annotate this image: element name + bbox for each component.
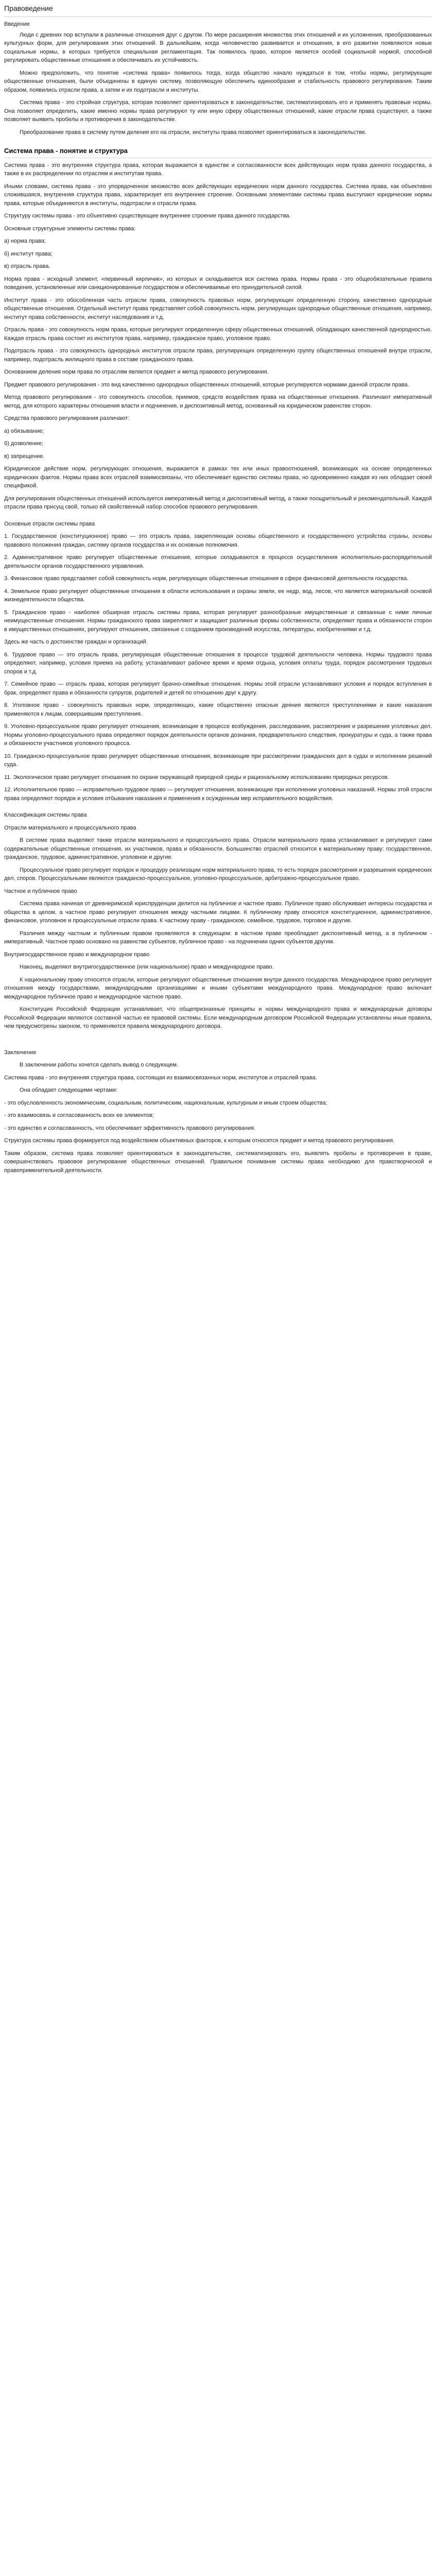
section-paragraph: 4. Земельное право регулирует общественные отношения в области использования и охраны земли, ее недр, вод, лесов, что является материальной основой жизнедеятельности общества. [4,588,432,603]
section-paragraph: 1. Государственное (конституционное) право — это отрасль права, закрепляющая основы общественного и государственного устройства страны, основы правового положения граждан, систему органов государства и их основные полномочия. [4,533,432,548]
intro-paragraph: Система права - это стройная структура, которая позволяет ориентироваться в законодательстве, систематизировать его и применять правовые нормы. Она позволяет определить, какие именно нормы права регулируют ту или иную сферу общественных отношений, какие отрасли права существуют, а также позволяет выявить пробелы и противоречия в законодательстве. [4,99,432,123]
section-2 [4,532,432,803]
section-paragraph: 5. Гражданское право - наиболее обширная отрасль системы права, которая регулирует разнообразные имущественные и связанные с ними личные неимущественные отношения. Нормы гражданского права закрепляют и защищают различные формы собственности, определяют права и обязанности сторон в имущественных отношениях, регулируют отношения, связанные с созданием произведений искусства, литературы, изобретениями и т.д. [4,609,432,633]
section-paragraph: Метод правового регулирования - это совокупность способов, приемов, средств воздействия права на общественные отношения. Различают императивный метод, для которого характерны отношения власти и подчинения, и диспозитивный метод, основанный на юридическом равенстве сторон. [4,394,432,409]
section-paragraph: 6. Трудовое право — это отрасль права, регулирующая общественные отношения в процессе трудовой деятельности человека. Нормы трудового права определяют, например, условия приема на работу, устанавливают рабочее время и время отдыха, условия оплаты труда, порядок рассмотрения трудовых споров и т.д. [4,651,432,675]
intro-paragraph: Преобразование права в систему путем деления его на отрасли, институты права позволяет ориентироваться в законодательстве. [20,129,367,135]
intro-paragraph: Можно предположить, что понятие «система права» появилось тогда, когда общество начало нуждаться в том, чтобы нормы, регулирующие общественные отношения, были объединены в единую систему, позволяющую обеспечить единообразие и стабильность правового регулирования. Таким образом, появились отрасли права, а затем и их подотрасли и институты. [4,70,432,93]
section-paragraph: Система права - это внутренняя структура права, которая выражается в единстве и согласованности всех действующих норм права данного государства, а также в их распределении по отраслям и институтам права. [4,162,432,177]
section-paragraph: Система права - это внутренняя структура права, состоящая из взаимосвязанных норм, институтов и отраслей права. [4,1074,317,1081]
section-paragraph: Различия между частным и публичным правом проявляются в следующем: в частном праве преобладает диспозитивный метод, а в публичном - императивный. Частное право основано на равенстве субъектов, публичное право - на подчинении одних субъектов другим. [4,930,432,945]
section-paragraph: - это взаимосвязь и согласованность всех ее элементов; [4,1112,154,1118]
section-heading: Основные отрасли системы права [4,520,95,527]
section-paragraph: В системе права выделяют также отрасли материального и процессуального права. Отрасли материального права устанавливают и регулируют сами содержательные общественные отношения, их участников, права и обязанности. Большинство отраслей относится к материальному праву: государственное, гражданское, трудовое, административное, уголовное и другие. [4,837,432,860]
section-paragraph: Норма права - исходный элемент, «первичный кирпичик», из которых и складывается вся система права. Нормы права - это общеобязательные правила поведения, установленные или санкционированные государством и обеспечиваемые его принудительной силой. [4,276,432,291]
section-paragraph: 8. Уголовное право - совокупность правовых норм, определяющих, какие общественно опасные деяния являются преступлениями и какие наказания применяются к лицам, совершившим преступления. [4,702,432,717]
section-paragraph: Наконец, выделяют внутригосударственное (или национальное) право и международное право. [20,964,274,970]
section-paragraph: а) норма права; [4,238,46,244]
document-page [0,0,436,1186]
conclusion-section [4,1061,432,1175]
section-paragraph: Иными словами, система права - это упорядоченное множество всех действующих юридических норм данного государства. Система права, как объективно сложившаяся, внутренняя структура права, характеризует его внутреннее строение. Основными элементами системы права выступают юридические нормы права, которые объединяются в институты, подотрасли и отрасли права. [4,183,432,207]
section-paragraph: Юридическое действие норм, регулирующих отношения, выражается в рамках тех или иных правоотношений, возникающих на основе определенных юридических фактов. Нормы права всех отраслей взаимосвязаны, что обеспечивает единство системы права, но одновременно каждая из них обладает своей спецификой. [4,466,432,489]
section-paragraph: Внутригосударственное право и международное право [4,951,150,958]
section-paragraph: 2. Административное право регулирует общественные отношения, которые складываются в процессе осуществления исполнительно-распорядительной деятельности органов государственного управления. [4,554,432,569]
section-paragraph: - это единство и согласованность, что обеспечивает эффективность правового регулирования. [4,1125,256,1131]
section-paragraph: 3. Финансовое право представляет собой совокупность норм, регулирующих общественные отношения в сфере финансовой деятельности государства. [4,575,409,582]
section-paragraph: Отрасли материального и процессуального права [4,824,136,831]
section-paragraph: 10. Гражданско-процессуальное право регулирует общественные отношения, возникающие при рассмотрении гражданских дел в судах и исполнении решений суда. [4,753,432,768]
section-paragraph: Отрасль права - это совокупность норм права, которые регулируют определенную сферу общественных отношений, обладающих качественной однородностью. Каждая отрасль права состоит из институтов права, например, гражданское право, уголовное право. [4,327,432,342]
section-paragraph: Она обладает следующими чертами: [20,1087,118,1093]
section-3 [4,824,432,1031]
section-paragraph: 11. Экологическое право регулирует отношения по охране окружающей природной среды и рациональному использованию природных ресурсов. [4,774,389,781]
section-paragraph: в) отрасль права. [4,263,50,269]
intro-heading: Введение [4,21,30,27]
section-heading: Система права - понятие и структура [4,146,432,158]
section-paragraph: Основанием деления норм права по отраслям является предмет и метод правового регулирования. [4,369,269,375]
section-paragraph: Предмет правового регулирования - это вид качественно однородных общественных отношений, которые регулируются нормами данной отрасли права. [4,381,409,388]
intro-paragraph: Люди с древних пор вступали в различные отношения друг с другом. По мере расширения множества этих отношений и их усложнения, преобразованных культурных форм, для регулирования этих отношений. В дальнейшем, когда человечество развивается и отношения, в его развитии появляются новые социальные нормы, в которых требуется специальная регламентация. Так появилось право, которое является особой социальной нормой, способной регулировать общественные отношения и обеспечивать их устойчивость. [4,31,432,63]
section-heading: Классификация системы права [4,812,87,818]
section-paragraph: Процессуальное право регулирует порядок и процедуру реализации норм материального права, то есть порядок рассмотрения и разрешения юридических дел, споров. Процессуальными являются гражданско-процессуальное, уголовно-процессуальное, арбитражно-процессуальное право. [4,867,432,882]
section-paragraph: Для регулирования общественных отношений используется императивный метод и диспозитивный метод, а также поощрительный и рекомендательный. Каждой отрасли права присущ свой, только ей свойственный набор способов правового регулирования. [4,495,432,510]
section-paragraph: 9. Уголовно-процессуальное право регулирует отношения, возникающие в процессе возбуждения, расследования, рассмотрения и разрешения уголовных дел. Нормы уголовно-процессуального права определяют порядок деятельности органов дознания, предварительного следствия, прокуратуры и суда, а также права и обязанности участников уголовного процесса. [4,723,432,747]
spacer [4,1035,432,1040]
intro-section [4,31,432,137]
section-paragraph: В заключении работы хочется сделать вывод о следующем. [20,1062,179,1068]
section-paragraph: - это обусловленность экономическим, социальным, политическим, национальным, культурным и иным строем общества; [4,1099,327,1106]
section-paragraph: К национальному праву относятся отрасли, которые регулируют общественные отношения внутри данного государства. Международное право регулирует отношения между государствами, международными организациями и иными субъектами международного права. Международное право включает международное публичное право и международное частное право. [4,976,432,1000]
section-paragraph: Подотрасль права - это совокупность однородных институтов отрасли права, регулирующих определенную группу общественных отношений внутри отрасли, например, подотрасль жилищного права в составе гражданского права. [4,348,432,363]
section-paragraph: Частное и публичное право [4,888,77,894]
section-paragraph: Средства правового регулирования различают: [4,415,130,421]
section-paragraph: 12. Исполнительное право — исправительно-трудовое право — регулирует отношения, возникающие при исполнении уголовных наказаний. Нормы этой отрасли права определяют порядок и условия отбывания наказания и применения к осужденным мер исправительного воздействия. [4,787,432,802]
section-paragraph: б) дозволение; [4,440,44,447]
section-paragraph: Структура системы права формируется под воздействием объективных факторов, к которым относятся предмет и метод правового регулирования. [4,1138,395,1144]
section-paragraph: Таким образом, система права позволяет ориентироваться в законодательстве, систематизировать его, выявлять пробелы и противоречия в праве, совершенствовать правовое регулирование общественных отношений. Правильное понимание системы права необходимо для правотворческой и правоприменительной деятельности. [4,1150,432,1174]
section-paragraph: в) запрещение. [4,453,45,460]
section-heading: Заключение [4,1049,37,1056]
section-paragraph: Конституция Российской Федерации устанавливает, что общепризнанные принципы и нормы международного права и международные договоры Российской Федерации являются составной частью ее правовой системы. Если международным договором Российской Федерации установлены иные правила, чем предусмотрены законом, то применяются правила международного договора. [4,1006,432,1029]
section-1 [4,161,432,512]
page-title: Правоведение [4,3,432,17]
section-paragraph: б) институт права; [4,250,53,257]
section-paragraph: Основные структурные элементы системы права: [4,225,136,232]
section-paragraph: а) обязывание; [4,428,44,434]
section-paragraph: Система права начиная от древнеримской юриспруденции делится на публичное и частное право. Публичное право обслуживает интересы государства и общества в целом, а частное право регулирует отношения между частными лицами. К публичному праву относятся конституционное, административное, финансовое, уголовное и процессуальные отрасли права. К частному праву - гражданское, семейное, трудовое, торговое и другие. [4,901,432,924]
section-paragraph: Институт права - это обособленная часть отрасли права, совокупность правовых норм, регулирующих определенную сторону, качественно однородные общественные отношения. Отдельный институт права представляет собой совокупность норм, регулирующих однородные общественные отношения, например, институт права собственности, институт наследования и т.д. [4,297,432,320]
section-paragraph: Структуру системы права - это объективно существующее внутреннее строение права данного государства. [4,213,291,219]
section-paragraph: Здесь же часть о достоинстве граждан и организаций. [4,639,148,645]
section-paragraph: 7. Семейное право — отрасль права, которая регулирует брачно-семейные отношения. Нормы этой отрасли устанавливают условия и порядок вступления в брак, определяют права и обязанности супругов, родителей и детей по отношению друг к другу. [4,681,432,696]
